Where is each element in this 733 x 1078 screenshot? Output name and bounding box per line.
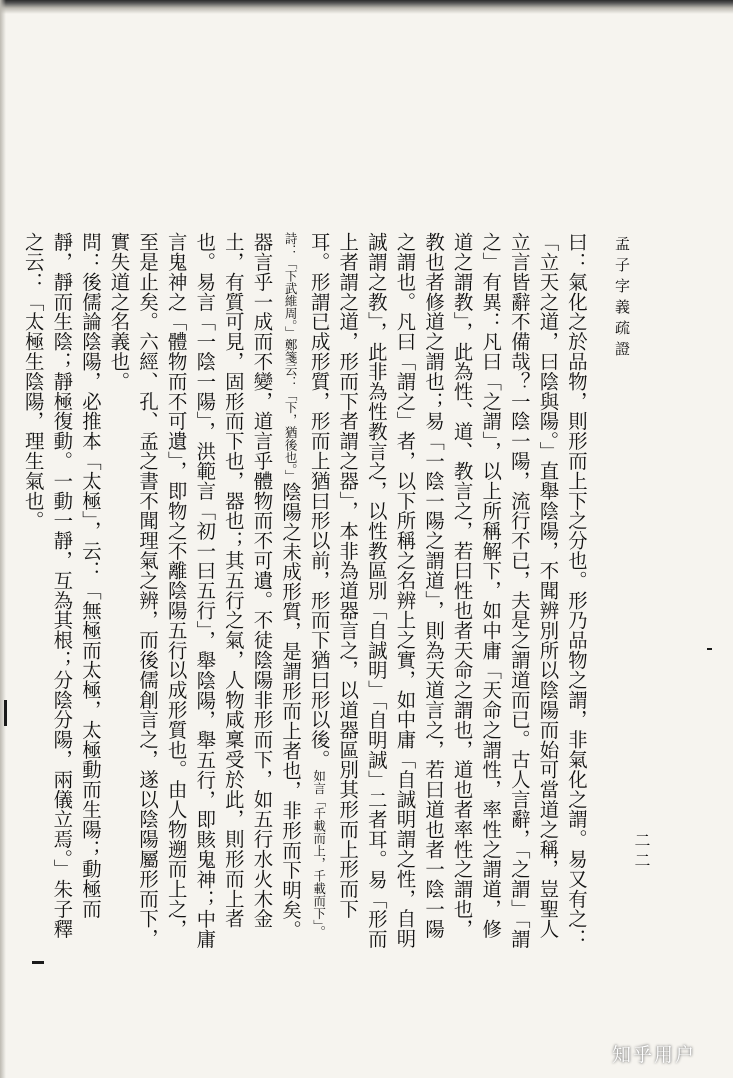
scan-speck (32, 961, 44, 964)
scan-top-edge (0, 0, 733, 14)
watermark-text: 知乎用户 (612, 1044, 697, 1066)
paragraph-1 (104, 232, 590, 957)
inline-note: 如言「千載而上，千載而下」。詩：「下武維周。」鄭箋云：「下，猶後也。」 (283, 232, 327, 939)
paragraph-1-part-b: 陰陽之未成形質，是謂形而上者也，非形而下明矣。器言乎一成而不變，道言乎體物而不可遺。不徒陰陽非形而下，如五行水火木金土，有質可見，固形而下也，器也；其五行之氣，人物咸稟受於此，則形而上者也。易言「一陰一陽」，洪範言「初一曰五行」，舉陰陽，舉五行，即賅鬼神；中庸言鬼神之「體物而不可遺」，即物之不離陰陽五行以成形質也。由人物遡而上之，至是止矣。六經、孔、孟之書不聞理氣之辨，而後儒創言之，遂以陰陽屬形而下，實失道之名義也。 (107, 232, 303, 949)
paragraph-1-part-a: 曰：氣化之於品物，則形而上下之分也。形乃品物之謂，非氣化之謂。易又有之：「立天之道，曰陰與陽。」直舉陰陽，不聞辨別所以陰陽而始可當道之稱，豈聖人立言皆辭不備哉？一陰一陽，流行不已，夫是之謂道而已。古人言辭，「之謂」「謂之」有異：凡曰「之謂」，以上所稱解下，如中庸「天命之謂性，率性之謂道，修道之謂教」，此為性、道、教言之，若曰性也者天命之謂也，道也者率性之謂也，教也者修道之謂也；易「一陰一陽之謂道」，則為天道言之，若曰道也者一陰一陽之謂也。凡曰「謂之」者，以下所稱之名辨上之實，如中庸「自誠明謂之性，自明誠謂之教」，此非為性教言之，以性教區別「自誠明」「自明誠」二者耳。易「形而上者謂之道，形而下者謂之器」，本非為道器言之，以道器區別其形而上形而下耳。形謂已成形質，形而上猶曰形以前，形而下猶曰形以後。 (307, 232, 588, 949)
scan-speck (707, 648, 712, 650)
body-text (21, 232, 590, 957)
paragraph-2: 問：後儒論陰陽，必推本「太極」，云：「無極而太極，太極動而生陽；動極而靜，靜而生陰；靜極復動。一動一靜，互為其根；分陰分陽，兩儀立焉。」朱子釋之云：「太極生陰陽，理生氣也。 (21, 232, 102, 939)
scan-speck (4, 700, 7, 726)
running-header: 孟子字義疏證 (613, 236, 631, 362)
scan-left-edge (0, 0, 6, 1078)
page-number: 二二 (632, 832, 651, 872)
